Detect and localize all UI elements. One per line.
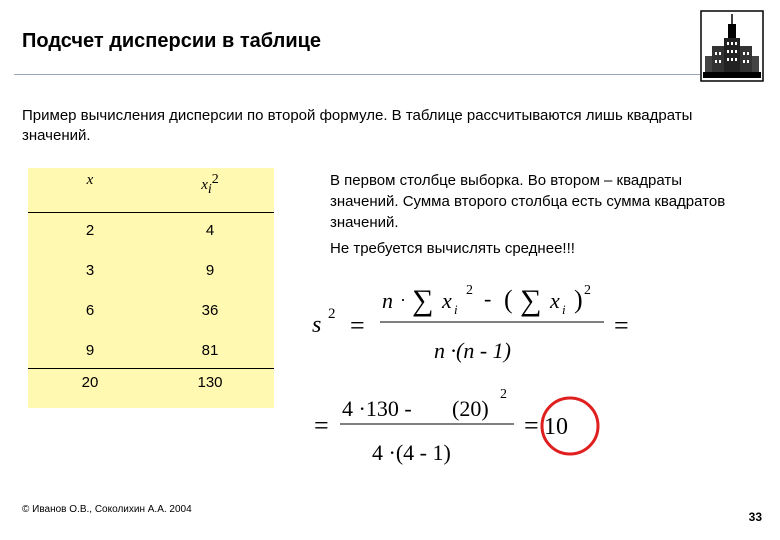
intro-text: Пример вычисления дисперсии по второй формуле. В таблице рассчитываются лишь квадраты значений. [22, 107, 693, 144]
table-cell-x-squared: 36 [201, 302, 219, 319]
table-header-x-squared [180, 172, 240, 198]
sum-symbol: ∑ [412, 284, 434, 317]
sum-symbol: ∑ [520, 284, 542, 317]
explanation-note: Не требуется вычислять среднее!!! [330, 240, 575, 257]
formula-result: 10 [544, 414, 568, 440]
formula-exp: 2 [500, 387, 507, 402]
page-number: 33 [748, 510, 762, 524]
open-paren: ( [504, 285, 513, 314]
formula-n: n [382, 288, 393, 313]
table-sum-x-squared: 130 [197, 374, 223, 391]
header-divider [28, 212, 274, 213]
slide-title: Подсчет дисперсии в таблице [22, 30, 322, 52]
formula-s-exp: 2 [328, 306, 336, 322]
formula-s: s [312, 312, 322, 338]
header-x-sup: 2 [211, 172, 219, 187]
formula-i: i [562, 302, 566, 317]
formula-x: x [550, 288, 560, 313]
title-underline [14, 74, 700, 75]
minus-sign: - [484, 286, 492, 311]
variance-formula [308, 270, 648, 480]
equals-sign: = [614, 311, 629, 340]
table-cell-x-squared: 81 [201, 342, 219, 359]
table-header-x: x [86, 172, 94, 188]
explanation-paragraph: В первом столбце выборка. Во втором – квадраты значений. Сумма второго столбца есть сумма квадратов значений. [330, 172, 726, 231]
equals-sign: = [314, 411, 329, 440]
formula-numeric-numerator: 4 ·130 - [342, 396, 412, 421]
table-sum-x: 20 [81, 374, 99, 391]
table-cell-x: 3 [85, 262, 95, 279]
table-cell-x: 6 [85, 302, 95, 319]
university-building-logo [700, 10, 764, 82]
formula-x: x [442, 288, 452, 313]
equals-sign: = [350, 311, 365, 340]
data-table [28, 168, 274, 408]
formula-denominator: n ·(n - 1) [434, 338, 511, 363]
header-x-base: x [201, 177, 208, 193]
sum-divider [28, 368, 274, 369]
formula-numeric-denominator: 4 ·(4 - 1) [372, 440, 451, 465]
formula-exp: 2 [466, 283, 473, 298]
explanation-block [330, 170, 750, 264]
formula-i: i [454, 302, 458, 317]
table-cell-x: 2 [85, 222, 95, 239]
formula-exp: 2 [584, 283, 591, 298]
table-cell-x: 9 [85, 342, 95, 359]
header-x-sub: i [207, 182, 212, 197]
table-cell-x-squared: 9 [205, 262, 215, 279]
close-paren: ) [574, 285, 583, 314]
equals-sign: = [524, 411, 539, 440]
formula-numeric-paren: (20) [452, 396, 489, 421]
dot-operator: · [400, 290, 406, 310]
table-cell-x-squared: 4 [205, 222, 215, 239]
copyright-footer: © Иванов О.В., Соколихин А.А. 2004 [22, 504, 192, 515]
